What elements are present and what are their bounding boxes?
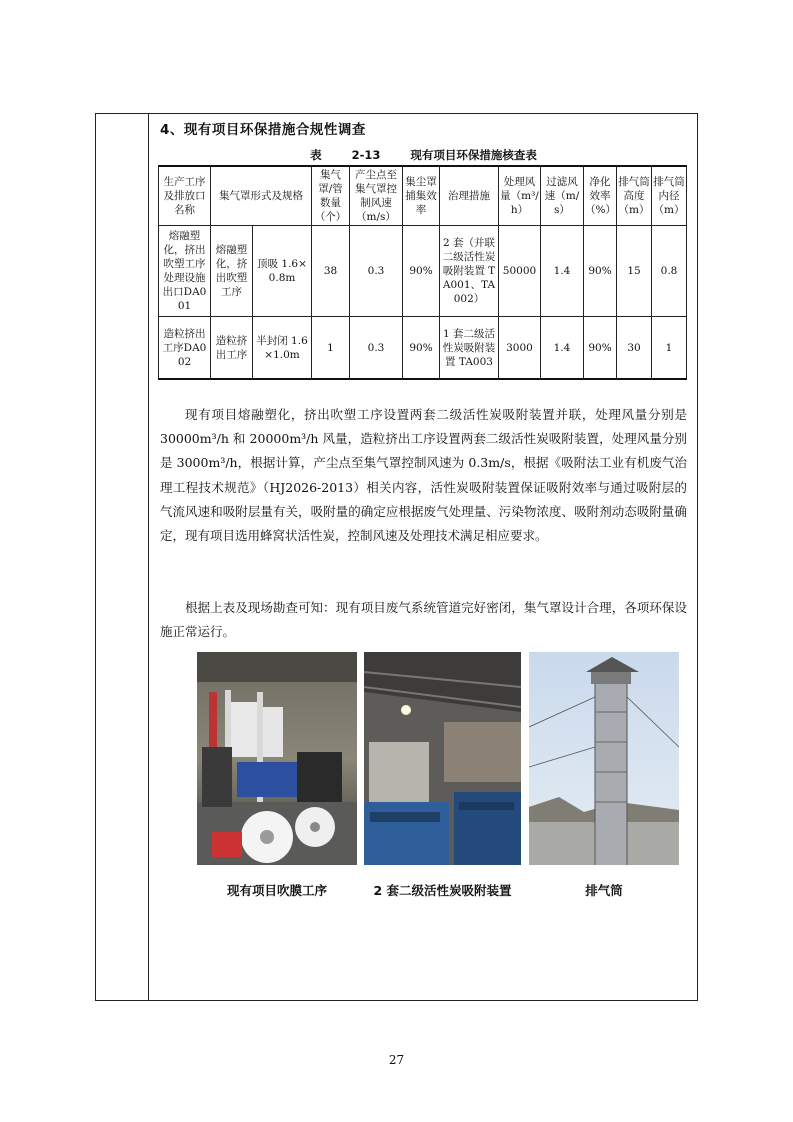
header-purify-eff: 净化效率（%） (584, 166, 617, 226)
photo-blow-film-process (197, 652, 357, 865)
photo-caption-blow-film: 现有项目吹膜工序 (226, 883, 327, 898)
environmental-measures-table (158, 165, 687, 380)
cell-capture-eff: 90% (403, 317, 440, 380)
photo-caption-stack: 排气筒 (585, 883, 623, 898)
cell-hood-spec: 顶吸 1.6×0.8m (253, 226, 312, 317)
cell-filter-speed: 1.4 (541, 226, 584, 317)
header-control-speed: 产尘点至集气罩控制风速（m/s） (350, 166, 403, 226)
table-caption (160, 147, 687, 163)
cell-process: 熔融塑化，挤出吹塑工序 (211, 226, 253, 317)
cell-treatment: 2 套（并联二级活性炭吸附装置 TA001、TA002） (440, 226, 499, 317)
header-hood-spec: 集气罩形式及规格 (211, 166, 312, 226)
header-treatment: 治理措施 (440, 166, 499, 226)
cell-air-volume: 3000 (499, 317, 541, 380)
table-row (159, 317, 687, 380)
header-hood-count: 集气罩/管数量（个） (312, 166, 350, 226)
cell-purify-eff: 90% (584, 317, 617, 380)
cell-purify-eff: 90% (584, 226, 617, 317)
cell-hood-spec: 半封闭 1.6×1.0m (253, 317, 312, 380)
cell-process: 造粒挤出工序 (211, 317, 253, 380)
cell-filter-speed: 1.4 (541, 317, 584, 380)
section-title: 4、现有项目环保措施合规性调查 (160, 122, 366, 138)
table-caption-number: 表 2-13 (310, 148, 381, 162)
cell-capture-eff: 90% (403, 226, 440, 317)
header-stack-diameter: 排气筒内径（m） (652, 166, 687, 226)
header-air-volume: 处理风量（m³/h） (499, 166, 541, 226)
cell-stack-height: 30 (617, 317, 652, 380)
cell-hood-count: 1 (312, 317, 350, 380)
cell-outlet: 造粒挤出工序DA002 (159, 317, 211, 380)
cell-stack-diameter: 1 (652, 317, 687, 380)
cell-outlet: 熔融塑化，挤出吹塑工序处理设施出口DA001 (159, 226, 211, 317)
page-number: 27 (388, 1053, 405, 1067)
table-header-row (159, 166, 687, 226)
left-column-divider (148, 114, 149, 1000)
cell-control-speed: 0.3 (350, 226, 403, 317)
header-capture-eff: 集尘罩捕集效率 (403, 166, 440, 226)
photo-exhaust-stack (529, 652, 679, 865)
cell-stack-diameter: 0.8 (652, 226, 687, 317)
header-stack-height: 排气筒高度（m） (617, 166, 652, 226)
cell-hood-count: 38 (312, 226, 350, 317)
cell-air-volume: 50000 (499, 226, 541, 317)
header-outlet: 生产工序及排放口名称 (159, 166, 211, 226)
cell-treatment: 1 套二级活性炭吸附装置 TA003 (440, 317, 499, 380)
cell-control-speed: 0.3 (350, 317, 403, 380)
table-row (159, 226, 687, 317)
photo-caption-carbon-units: 2 套二级活性炭吸附装置 (373, 883, 512, 898)
paragraph-site-survey-conclusion: 根据上表及现场勘查可知：现有项目废气系统管道完好密闭，集气罩设计合理，各项环保设施正常运行。 (160, 600, 687, 640)
header-filter-speed: 过滤风速（m/s） (541, 166, 584, 226)
table-caption-title: 现有项目环保措施核查表 (410, 148, 537, 162)
cell-stack-height: 15 (617, 226, 652, 317)
paragraph-compliance-analysis: 现有项目熔融塑化，挤出吹塑工序设置两套二级活性炭吸附装置并联，处理风量分别是 30000m³/h 和 20000m³/h 风量，造粒挤出工序设置两套二级活性炭吸附装置，处理风量分别是 3000m³/h，根据计算，产尘点至集气罩控制风速为 0.3m/s，根据《吸附法工业有机废气治理工程技术规范》（HJ2026-2013）相关内容，活性炭吸附装置保证吸附效率与通过吸附层的气流风速和吸附层量有关，吸附量的确定应根据废气处理量、污染物浓度、吸附剂动态吸附量确定，现有项目选用蜂窝状活性炭，控制风速及处理技术满足相应要求。 (160, 407, 687, 544)
photo-activated-carbon-units (364, 652, 521, 865)
